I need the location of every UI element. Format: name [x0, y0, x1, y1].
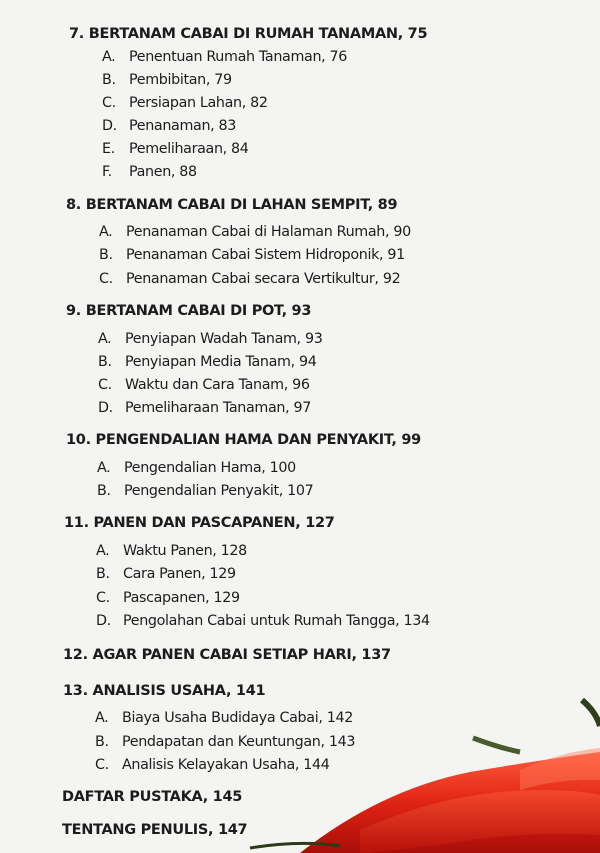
list-item: B. Pengendalian Penyakit, 107 [97, 483, 314, 499]
list-item: D. Penanaman, 83 [102, 118, 237, 134]
list-item: A. Penanaman Cabai di Halaman Rumah, 90 [99, 224, 411, 240]
list-item: A. Biaya Usaha Budidaya Cabai, 142 [95, 710, 353, 726]
list-item: C. Penanaman Cabai secara Vertikultur, 92 [99, 271, 401, 287]
list-item: C. Analisis Kelayakan Usaha, 144 [95, 757, 330, 773]
list-item: B. Penyiapan Media Tanam, 94 [98, 354, 317, 370]
chapter-13-heading: 13. ANALISIS USAHA, 141 [63, 683, 266, 699]
tentang-penulis-entry: TENTANG PENULIS, 147 [62, 822, 248, 838]
daftar-pustaka-entry: DAFTAR PUSTAKA, 145 [62, 789, 243, 805]
list-item: A. Waktu Panen, 128 [96, 543, 247, 559]
list-item: C. Pascapanen, 129 [96, 590, 240, 606]
list-item: B. Cara Panen, 129 [96, 566, 236, 582]
list-item: A. Pengendalian Hama, 100 [97, 460, 296, 476]
chapter-11-heading: 11. PANEN DAN PASCAPANEN, 127 [64, 515, 335, 531]
list-item: B. Penanaman Cabai Sistem Hidroponik, 91 [99, 247, 405, 263]
chapter-7-heading: 7. BERTANAM CABAI DI RUMAH TANAMAN, 75 [69, 26, 428, 42]
chili-stem [473, 738, 520, 752]
list-item: D. Pengolahan Cabai untuk Rumah Tangga, 134 [96, 613, 430, 629]
list-item: C. Persiapan Lahan, 82 [102, 95, 268, 111]
chapter-12-heading: 12. AGAR PANEN CABAI SETIAP HARI, 137 [63, 647, 391, 663]
list-item: B. Pembibitan, 79 [102, 72, 232, 88]
list-item: B. Pendapatan dan Keuntungan, 143 [95, 734, 356, 750]
chapter-8-heading: 8. BERTANAM CABAI DI LAHAN SEMPIT, 89 [66, 197, 398, 213]
chapter-10-heading: 10. PENGENDALIAN HAMA DAN PENYAKIT, 99 [66, 432, 421, 448]
list-item: F. Panen, 88 [102, 164, 197, 180]
list-item: D. Pemeliharaan Tanaman, 97 [98, 400, 311, 416]
list-item: A. Penyiapan Wadah Tanam, 93 [98, 331, 323, 347]
list-item: A. Penentuan Rumah Tanaman, 76 [102, 49, 348, 65]
chili-stem [582, 700, 600, 726]
list-item: E. Pemeliharaan, 84 [102, 141, 249, 157]
chapter-9-heading: 9. BERTANAM CABAI DI POT, 93 [66, 303, 312, 319]
list-item: C. Waktu dan Cara Tanam, 96 [98, 377, 310, 393]
